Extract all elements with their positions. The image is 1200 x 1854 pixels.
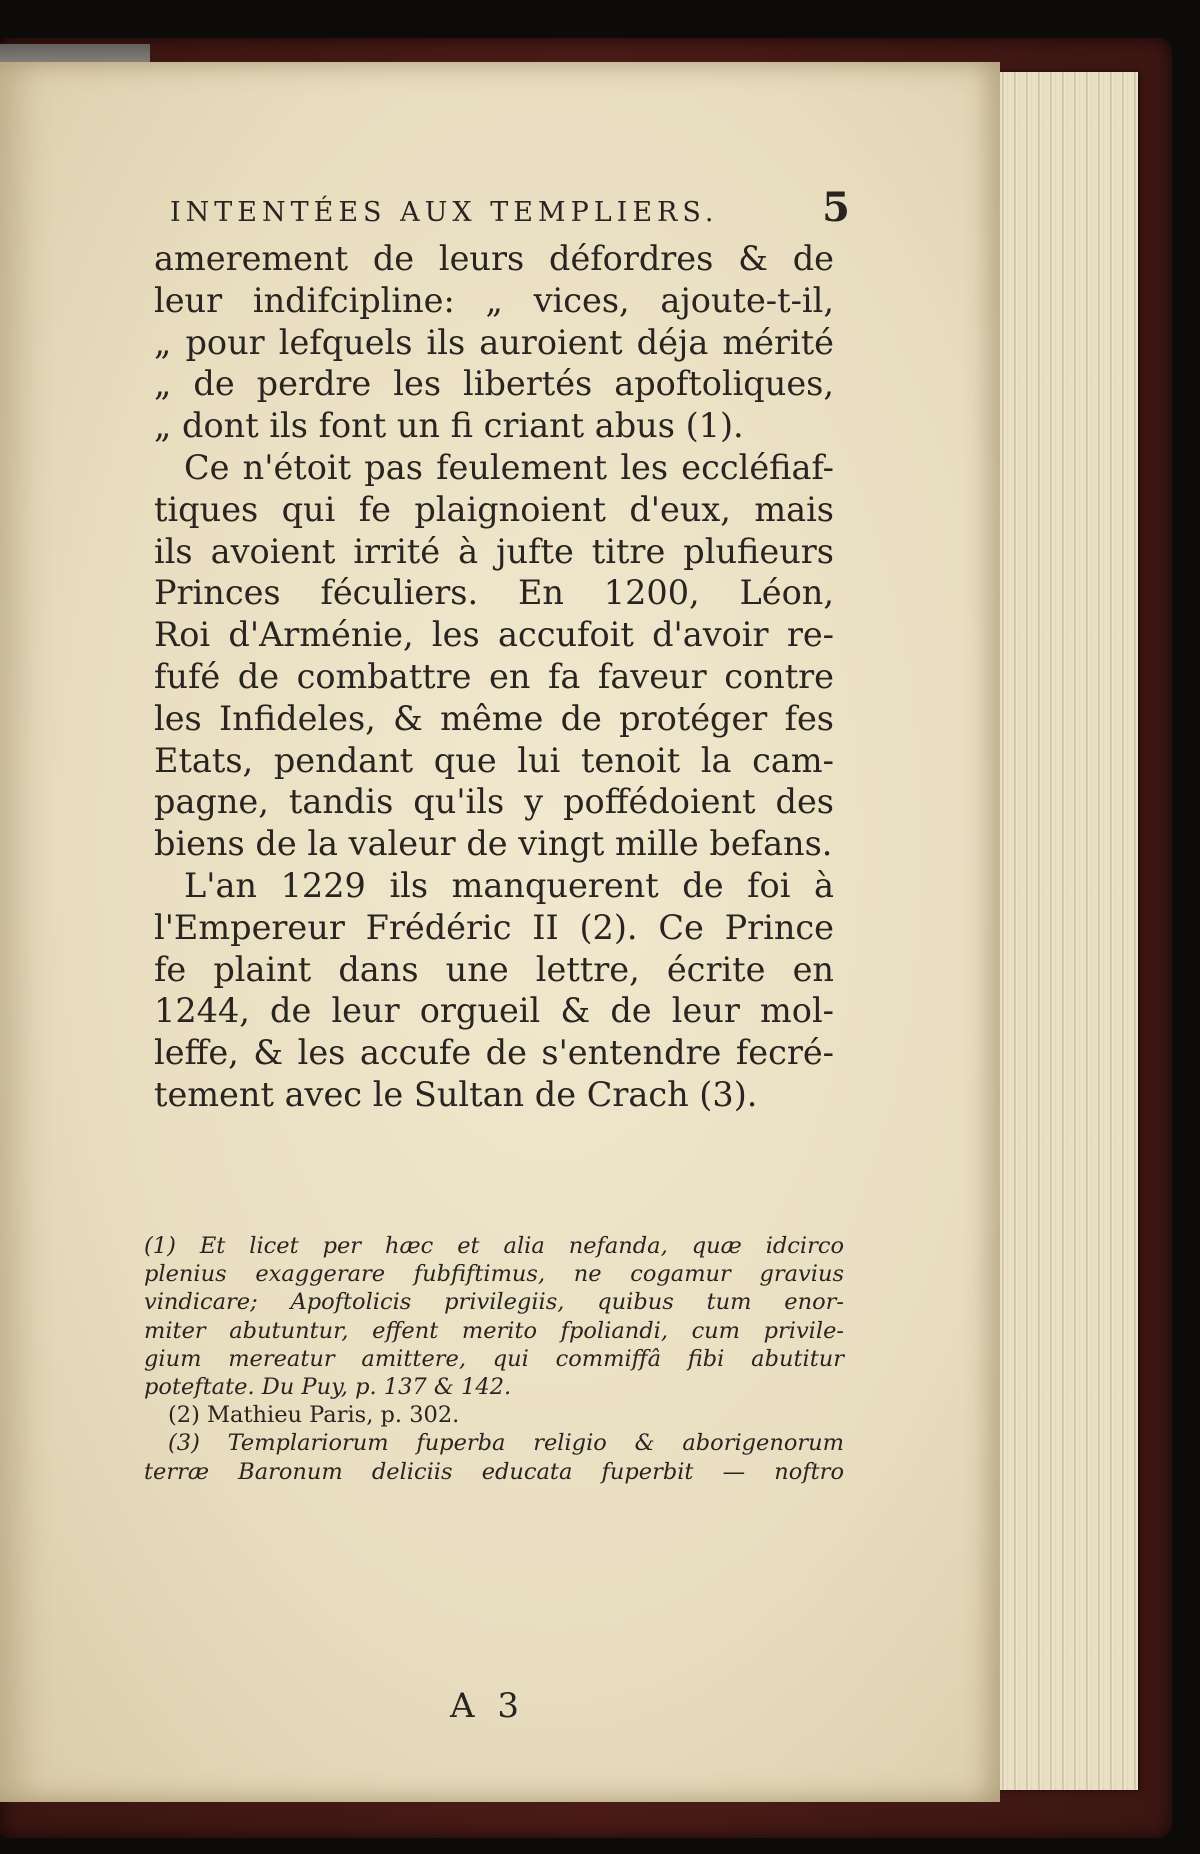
- text-line: Roi d'Arménie, les accufoit d'avoir re-: [154, 615, 834, 655]
- footnote-2: (2) Mathieu Paris, p. 302.: [168, 1402, 460, 1429]
- book-page: [0, 62, 1000, 1802]
- text-line: Princes féculiers. En 1200, Léon,: [154, 573, 834, 613]
- running-head: [170, 184, 850, 231]
- signature-mark: A 3: [450, 1686, 525, 1726]
- footnote-1-line: poteftate. Du Puy, p. 137 & 142.: [144, 1373, 512, 1400]
- footnote-1-line: (1) Et licet per hæc et alia nefanda, quæ idcirco: [144, 1233, 844, 1259]
- text-line: biens de la valeur de vingt mille befans.: [154, 824, 833, 864]
- text-line: l'Empereur Frédéric II (2). Ce Prince: [154, 907, 834, 947]
- text-line: 1244, de leur orgueil & de leur mol-: [154, 991, 834, 1031]
- text-line: Etats, pendant que lui tenoit la cam-: [154, 740, 834, 780]
- text-line: tement avec le Sultan de Crach (3).: [154, 1074, 758, 1114]
- footnote-3-line: (3) Templariorum fuperba religio & aborigenorum: [168, 1430, 844, 1457]
- footnote-1-line: miter abutuntur, effent merito fpoliandi, cum privile-: [144, 1317, 844, 1344]
- text-line: „ dont ils font un fi criant abus (1).: [154, 406, 744, 446]
- text-line: leur indifcipline: „ vices, ajoute-t-il,: [154, 280, 834, 320]
- text-line: „ de perdre les libertés apoftoliques,: [154, 364, 834, 404]
- text-line: les Infideles, & même de protéger fes: [154, 698, 834, 738]
- page-number: 5: [822, 184, 850, 231]
- text-line: ils avoient irrité à jufte titre plufieurs: [154, 531, 834, 571]
- body-text: [154, 238, 834, 1116]
- footnote-1-line: plenius exaggerare fubfiftimus, ne cogamur gravius: [144, 1261, 844, 1288]
- text-line: pagne, tandis qu'ils y poffédoient des: [154, 782, 834, 822]
- footnote-1-line: vindicare; Apoftolicis privilegiis, quibus tum enor-: [144, 1289, 844, 1316]
- footnotes: [144, 1232, 844, 1486]
- text-line: „ pour lefquels ils auroient déja mérité: [154, 322, 834, 362]
- text-line: tiques qui fe plaignoient d'eux, mais: [154, 489, 834, 529]
- text-line: fe plaint dans une lettre, écrite en: [154, 949, 834, 989]
- footnote-1-line: gium mereatur amittere, qui commiffâ fibi abutitur: [144, 1345, 844, 1372]
- text-line: amerement de leurs défordres & de: [154, 239, 834, 278]
- text-line: fufé de combattre en fa faveur contre: [154, 656, 834, 696]
- text-line: leffe, & les accufe de s'entendre fecré-: [154, 1033, 834, 1073]
- text-line: Ce n'étoit pas feulement les eccléfiaf-: [184, 447, 834, 487]
- footnote-3-line: terræ Baronum deliciis educata fuperbit — noftro: [144, 1458, 844, 1485]
- page-content: [140, 62, 860, 1802]
- running-head-title: INTENTÉES AUX TEMPLIERS.: [170, 197, 719, 228]
- text-line: L'an 1229 ils manquerent de foi à: [184, 865, 834, 905]
